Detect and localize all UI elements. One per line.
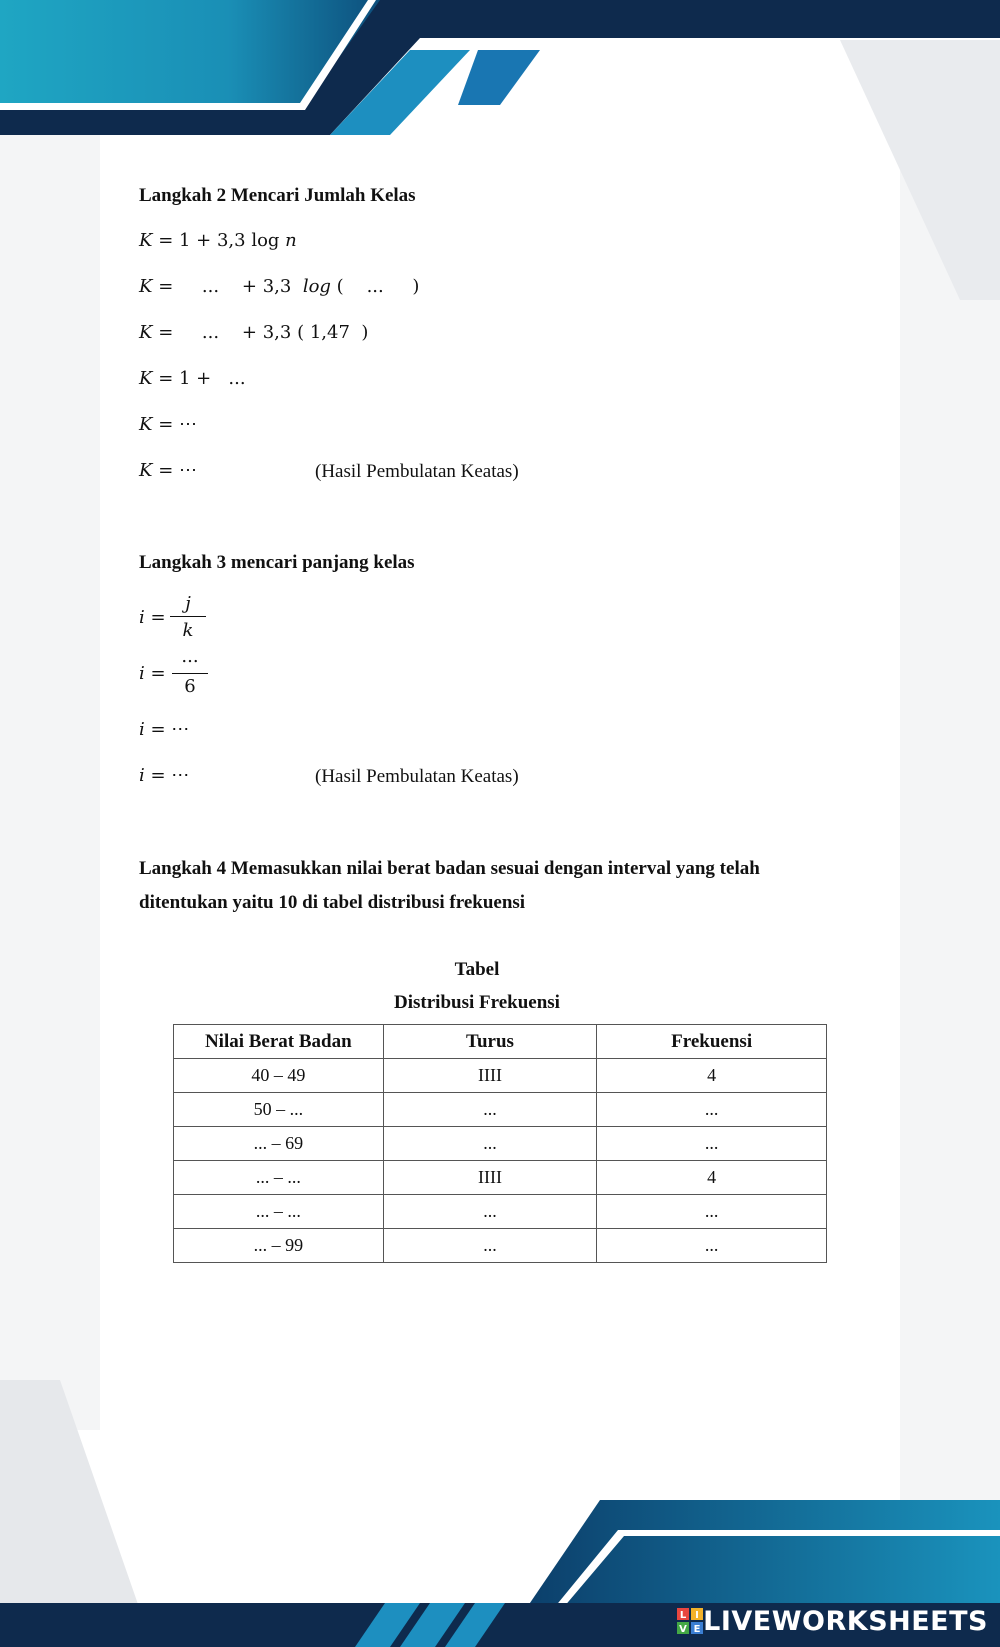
fraction-j-over-k: j k [168, 590, 208, 642]
cell-weight[interactable]: ... – 99 [174, 1229, 384, 1263]
svg-text:I: I [695, 1610, 700, 1621]
cell-tally: IIII [383, 1059, 597, 1093]
step4-heading-line1: Langkah 4 Memasukkan nilai berat badan sesuai dengan interval yang telah [139, 858, 760, 879]
formula-line-3: K = ... + 3,3 ( 1,47 ) [139, 322, 369, 343]
cell-weight[interactable]: ... – ... [174, 1195, 384, 1229]
cell-frequency: 4 [597, 1161, 827, 1195]
frequency-table [173, 1024, 827, 1263]
step2-heading: Langkah 2 Mencari Jumlah Kelas [139, 185, 416, 206]
cell-frequency: 4 [597, 1059, 827, 1093]
cell-weight[interactable]: ... – 69 [174, 1127, 384, 1161]
table-subtitle: Distribusi Frekuensi [394, 992, 560, 1013]
col-header-weight: Nilai Berat Badan [174, 1025, 384, 1059]
formula-line-1: K = 1 + 3,3 log n [139, 230, 297, 251]
fraction-dots-over-6: ... 6 [170, 646, 210, 698]
table-row [174, 1127, 827, 1161]
col-header-tally: Turus [383, 1025, 597, 1059]
var-n: n [285, 230, 297, 251]
liveworksheets-logo [677, 1607, 988, 1635]
rounding-note-1: (Hasil Pembulatan Keatas) [315, 461, 519, 482]
formula-i-line-4: i = ⋯ [139, 765, 190, 786]
table-row [174, 1093, 827, 1127]
formula-i-line-3: i = ⋯ [139, 719, 190, 740]
cell-tally[interactable]: ... [383, 1127, 597, 1161]
cell-frequency[interactable]: ... [597, 1127, 827, 1161]
table-row [174, 1229, 827, 1263]
cell-weight[interactable]: 50 – ... [174, 1093, 384, 1127]
cell-frequency[interactable]: ... [597, 1195, 827, 1229]
cell-weight: 40 – 49 [174, 1059, 384, 1093]
svg-text:E: E [693, 1624, 701, 1634]
svg-text:L: L [679, 1610, 687, 1621]
table-title: Tabel [454, 959, 500, 980]
table-header-row [174, 1025, 827, 1059]
step4-heading-line2: ditentukan yaitu 10 di tabel distribusi frekuensi [139, 892, 526, 913]
rounding-note-2: (Hasil Pembulatan Keatas) [315, 766, 519, 787]
table-row [174, 1161, 827, 1195]
liveworksheets-logo-text: LIVEWORKSHEETS [703, 1605, 988, 1637]
table-row [174, 1059, 827, 1093]
cell-tally[interactable]: ... [383, 1229, 597, 1263]
formula-i-line-2: i = [139, 663, 166, 684]
formula-line-4: K = 1 + ... [139, 368, 246, 389]
var-k: K [139, 230, 153, 251]
cell-frequency[interactable]: ... [597, 1093, 827, 1127]
cell-tally: IIII [383, 1161, 597, 1195]
cell-weight[interactable]: ... – ... [174, 1161, 384, 1195]
svg-text:V: V [679, 1624, 688, 1634]
cell-frequency[interactable]: ... [597, 1229, 827, 1263]
step3-heading: Langkah 3 mencari panjang kelas [139, 552, 415, 573]
table-row [174, 1195, 827, 1229]
formula-line-2: K = ... + 3,3 log ( ... ) [139, 276, 420, 297]
cell-tally[interactable]: ... [383, 1093, 597, 1127]
col-header-frequency: Frekuensi [597, 1025, 827, 1059]
liveworksheets-logo-icon [677, 1608, 703, 1634]
formula-line-5: K = ⋯ [139, 414, 197, 435]
formula-i-line-1: i = [139, 607, 166, 628]
formula-line-6: K = ⋯ [139, 460, 197, 481]
cell-tally[interactable]: ... [383, 1195, 597, 1229]
